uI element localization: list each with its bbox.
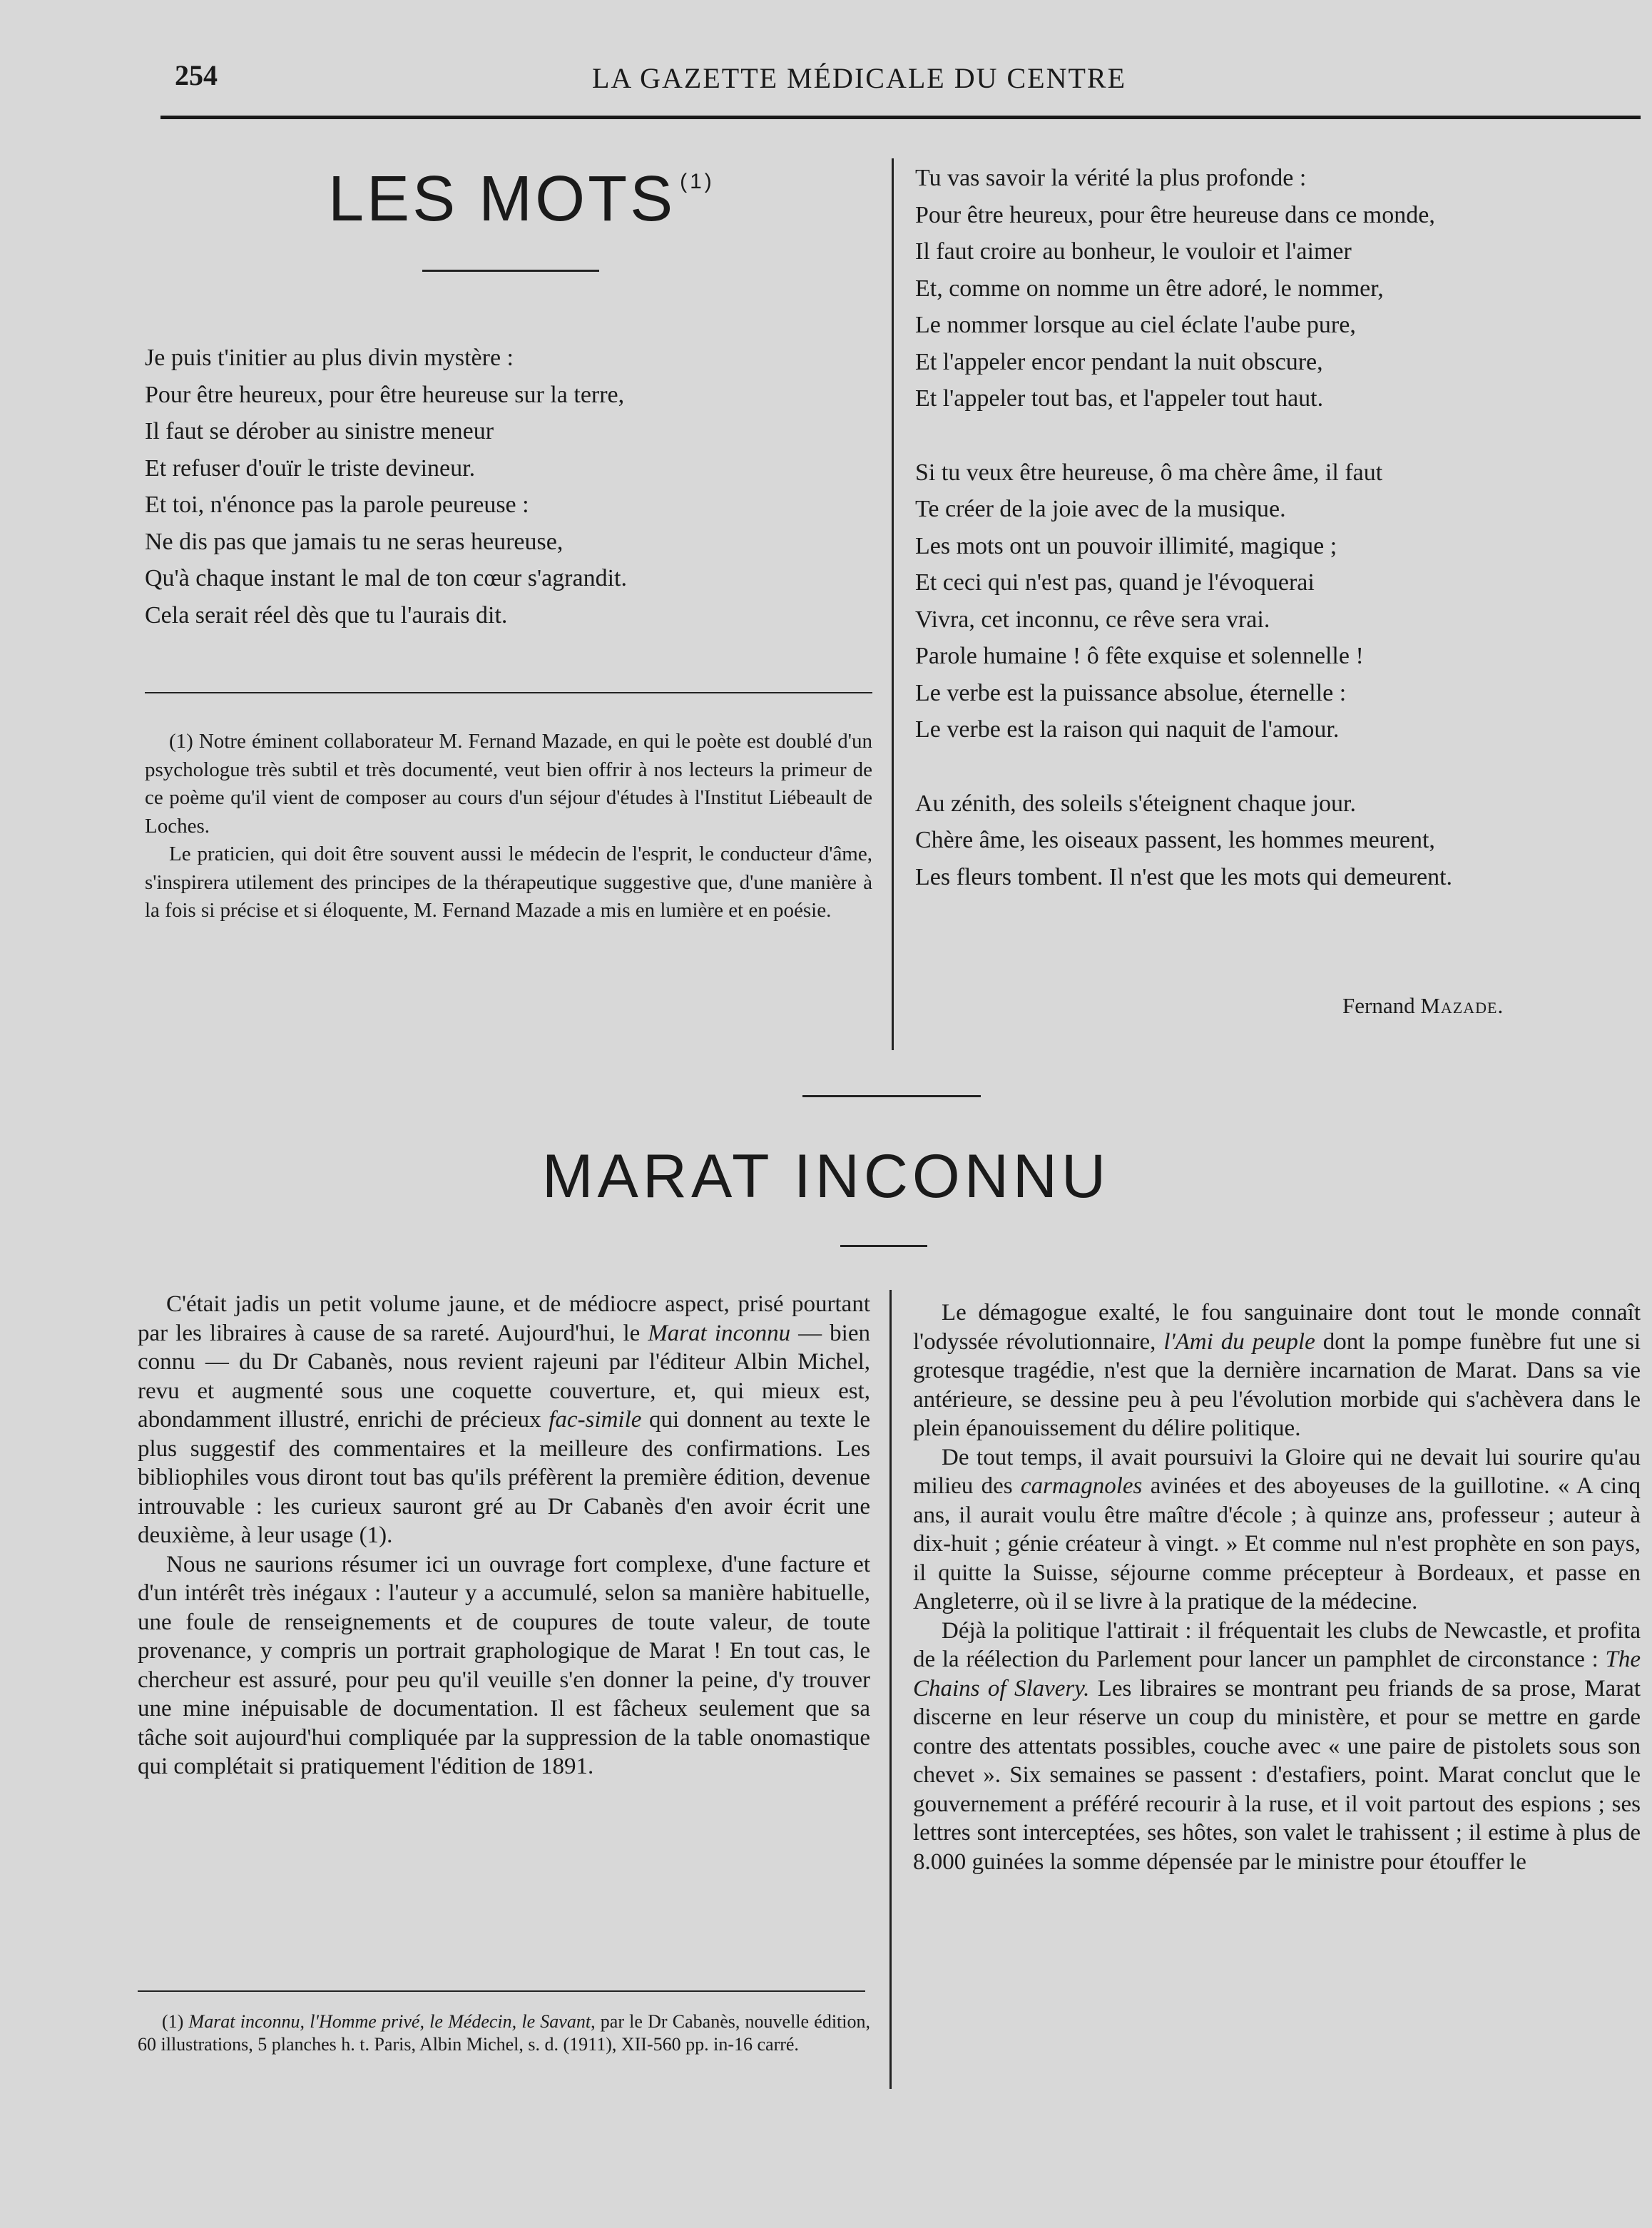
column-rule [892, 158, 894, 1050]
poem-line: Pour être heureux, pour être heureuse sur la terre, [145, 381, 625, 408]
poem-line: Pour être heureux, pour être heureuse dans ce monde, [915, 201, 1435, 228]
poem-line: Ne dis pas que jamais tu ne seras heureuse, [145, 528, 564, 555]
title-underline [840, 1245, 927, 1247]
poem-line: Si tu veux être heureuse, ô ma chère âme, il faut [915, 459, 1383, 486]
footnote-rule [145, 692, 872, 693]
poem-line: Tu vas savoir la vérité la plus profonde : [915, 165, 1307, 191]
poem-line: Le nommer lorsque au ciel éclate l'aube pure, [915, 312, 1356, 338]
poem-line: Le verbe est la raison qui naquit de l'amour. [915, 716, 1340, 743]
poem-signature: Fernand Mazade. [1342, 993, 1504, 1018]
footnote-rule [138, 1990, 865, 1992]
article-footnote: (1) Marat inconnu, l'Homme privé, le Médecin, le Savant, par le Dr Cabanès, nouvelle édition, 60 illustrations, 5 planches h. t. Paris, Albin Michel, s. d. (1911), XII-560 pp. in-16 carré. [138, 2011, 870, 2055]
article-right-column [913, 1298, 1641, 1876]
poem-line: Et toi, n'énonce pas la parole peureuse : [145, 492, 529, 518]
poem-line: Et ceci qui n'est pas, quand je l'évoquerai [915, 569, 1315, 596]
poem-line: Les mots ont un pouvoir illimité, magique ; [915, 532, 1337, 559]
poem-line: Vivra, cet inconnu, ce rêve sera vrai. [915, 606, 1270, 633]
poem-note-mark: (1) [680, 170, 715, 193]
poem-line: Les fleurs tombent. Il n'est que les mots qui demeurent. [915, 863, 1453, 890]
footnote-paragraph: (1) Notre éminent collaborateur M. Fernand Mazade, en qui le poète est doublé d'un psychologue très subtil et très documenté, veut bien offrir à nos lecteurs la primeur de ce poème qu'il vient de composer au cours d'un séjour d'études à l'Institut Liébeault de Loches. [145, 730, 872, 838]
title-divider [422, 270, 599, 272]
poem-line: Cela serait réel dès que tu l'aurais dit. [145, 601, 508, 629]
header-rule [160, 116, 1641, 119]
poem-line: Te créer de la joie avec de la musique. [915, 496, 1286, 522]
poem-line: Parole humaine ! ô fête exquise et solennelle ! [915, 643, 1364, 669]
poem-line: Le verbe est la puissance absolue, éternelle : [915, 679, 1347, 706]
section-divider [802, 1095, 981, 1097]
poem-line: Et, comme on nomme un être adoré, le nommer, [915, 275, 1384, 302]
poem-footnote [145, 728, 872, 925]
poem-line: Chère âme, les oiseaux passent, les hommes meurent, [915, 827, 1435, 853]
poem-stanza-1 [145, 340, 887, 634]
footnote-paragraph: Le praticien, qui doit être souvent aussi le médecin de l'esprit, le conducteur d'âme, s'inspirera utilement des principes de la thérapeutique suggestive que, d'une manière à la fois si précise et si éloquente, M. Fernand Mazade a mis en lumière et en poésie. [145, 843, 872, 922]
poem-line: Au zénith, des soleils s'éteignent chaque jour. [915, 790, 1356, 817]
poem-line: Et l'appeler encor pendant la nuit obscure, [915, 348, 1323, 375]
article-paragraph: C'était jadis un petit volume jaune, et de médiocre aspect, prisé pourtant par les libraires à cause de sa rareté. Aujourd'hui, le Marat inconnu — bien connu — du Dr Cabanès, nous revient rajeuni par l'éditeur Albin Michel, revu et augmenté sous une coquette couverture, et, qui mieux est, abondamment illustré, enrichi de précieux fac-simile qui donnent au texte le plus suggestif des commentaires et la meilleure des confirmations. Les bibliophiles vous diront tout bas qu'ils préfèrent la première édition, devenue introuvable : les curieux sauront gré au Dr Cabanès d'en avoir écrit une deuxième, à leur usage (1). [138, 1291, 870, 1548]
poem-line: Il faut se dérober au sinistre meneur [145, 418, 494, 444]
poem-right-column [915, 160, 1628, 895]
article-title: MARAT INCONNU [541, 1142, 1111, 1211]
poem-line: Et refuser d'ouïr le triste devineur. [145, 454, 476, 482]
article-paragraph: Le démagogue exalté, le fou sanguinaire dont tout le monde connaît l'odyssée révolutionnaire, l'Ami du peuple dont la pompe funèbre fut une si grotesque tragédie, n'est que la dernière incarnation de Marat. Dans sa vie antérieure, se dessine peu à peu l'évolution morbide qui s'achèvera dans le plein épanouissement du délire politique. [913, 1300, 1641, 1441]
column-rule [889, 1290, 892, 2089]
journal-title: LA GAZETTE MÉDICALE DU CENTRE [592, 62, 1127, 94]
page-number: 254 [175, 59, 218, 91]
poem-line: Je puis t'initier au plus divin mystère : [145, 345, 514, 371]
poem-line: Et l'appeler tout bas, et l'appeler tout haut. [915, 385, 1324, 412]
poem-title: LES MOTS $^{(1)}$ [328, 163, 715, 235]
article-paragraph: Déjà la politique l'attirait : il fréquentait les clubs de Newcastle, et profita de la réélection du Parlement pour lancer un pamphlet de circonstance : The Chains of Slavery. Les libraires se montrant peu friands de sa prose, Marat discerne en leur réserve un coup du ministère, et pour se mettre en garde contre des attentats possibles, couche avec « une paire de pistolets sous son chevet ». Six semaines se passent : d'estafiers, point. Marat conclut que le gouvernement a préféré recourir à la ruse, et il voit partout des espions ; ses lettres sont interceptées, ses hôtes, son valet le trahissent ; il estime à plus de 8.000 guinées la somme dépensée par le ministre pour étouffer le [913, 1617, 1641, 1875]
poem-line: Il faut croire au bonheur, le vouloir et l'aimer [915, 238, 1352, 265]
article-paragraph: Nous ne saurions résumer ici un ouvrage fort complexe, d'une facture et d'un intérêt très inégaux : l'auteur y a accumulé, selon sa manière habituelle, une foule de renseignements et de coupures de toute valeur, de toute provenance, y compris un portrait graphologique de Marat ! En tout cas, le chercheur est assuré, pour peu qu'il veuille s'en donner la peine, d'y trouver une mine inépuisable de documentation. Il est fâcheux seulement que sa tâche soit aujourd'hui compliquée par la suppression de la table onomastique qui complétait si pratiquement l'édition de 1891. [138, 1551, 870, 1779]
poem-line: Qu'à chaque instant le mal de ton cœur s'agrandit. [145, 565, 627, 591]
article-left-column [138, 1290, 870, 1781]
article-paragraph: De tout temps, il avait poursuivi la Gloire qui ne devait lui sourire qu'au milieu des carmagnoles avinées et des aboyeuses de la guillotine. « A cinq ans, il aurait voulu être maître d'école ; à quinze ans, professeur ; auteur à dix-huit ; génie créateur à vingt. » Et comme nul n'est prophète en son pays, il quitte la Suisse, séjourne comme précepteur à Bordeaux, et passe en Angleterre, où il se livre à la pratique de la médecine. [913, 1444, 1641, 1614]
